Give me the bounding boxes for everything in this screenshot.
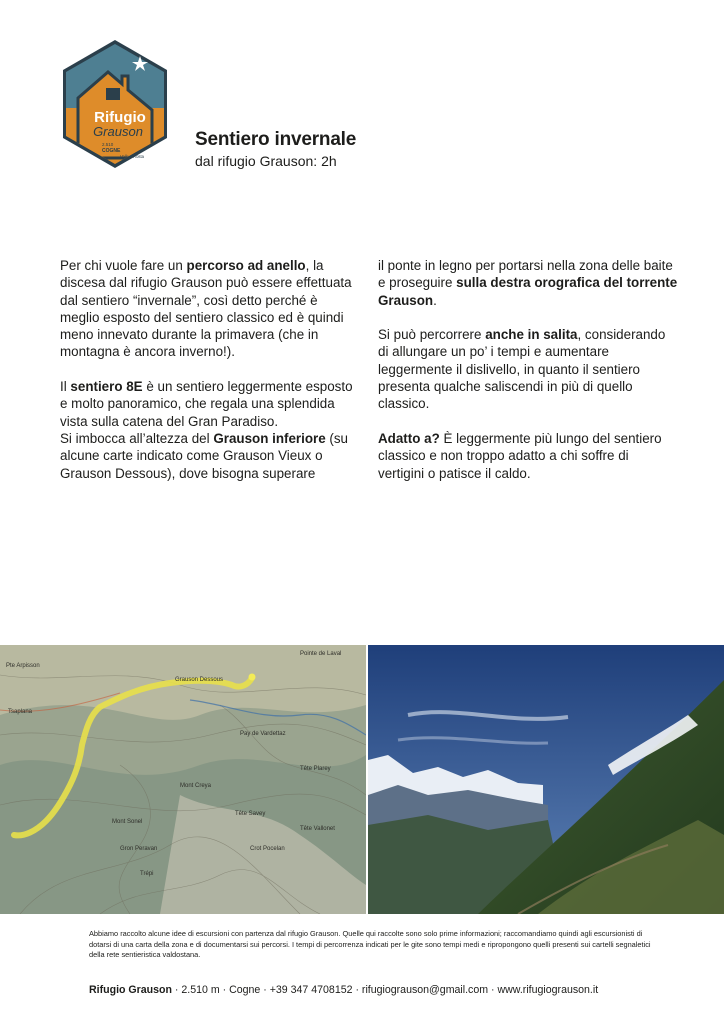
paragraph-intro: Per chi vuole fare un percorso ad anello, la discesa dal rifugio Grauson può essere effettuata dal sentiero “invernale”, così detto perché è meglio esposto del sentiero classico ed è quindi meno innevato durante la primavera (che in montagna è ancora inverno!).: [60, 258, 352, 360]
paragraph-imbocco: Si imbocca all’altezza del Grauson inferiore (su alcune carte indicato come Grauson Vieux o Grauson Dessous), dove bisogna superare: [60, 430, 349, 481]
svg-text:Mont Creya: Mont Creya: [180, 783, 212, 789]
svg-text:COGNE: COGNE: [102, 148, 121, 154]
svg-text:Tête Savey: Tête Savey: [235, 811, 266, 817]
footer-details: · 2.510 m · Cogne · +39 347 4708152 · rifugiograuson@gmail.com · www.rifugiograuson.it: [171, 984, 599, 996]
svg-text:Gron Peravan: Gron Peravan: [120, 846, 158, 852]
disclaimer-text: Abbiamo raccolto alcune idee di escursioni con partenza dal rifugio Grauson. Quelle qui raccolte sono solo prime informazioni; raccomandiamo quindi agli escursionisti di dotarsi di una carta della zona e di documentarsi sui percorsi. I tempi di percorrenza indicati per le gite sono tempi medi e ripropongono quelli presenti sui cartelli segnaletici della rete sentieristica valdostana.: [89, 929, 651, 960]
svg-text:Pay de Vardettaz: Pay de Vardettaz: [240, 731, 286, 737]
svg-text:Trépi: Trépi: [140, 871, 154, 877]
mountain-trail-photo: [368, 645, 724, 914]
footer-name: Rifugio Grauson: [89, 984, 172, 996]
text-column-right: [378, 257, 678, 482]
svg-text:Tête Plarey: Tête Plarey: [300, 766, 331, 772]
svg-text:2.510: 2.510: [102, 142, 114, 147]
rifugio-grauson-logo: [60, 38, 170, 170]
svg-text:Grauson Dessous: Grauson Dessous: [175, 677, 224, 683]
paragraph-ponte: il ponte in legno per portarsi nella zona delle baite e proseguire sulla destra orografica del torrente Grauson.: [378, 258, 678, 308]
svg-text:Mont Sonel: Mont Sonel: [112, 819, 143, 825]
images-strip: [0, 645, 724, 914]
text-column-left: [60, 257, 360, 482]
svg-text:Grauson: Grauson: [93, 124, 143, 139]
svg-text:Crot Pocelan: Crot Pocelan: [250, 846, 285, 852]
footer-contacts: [89, 983, 598, 997]
paragraph-salita: Si può percorrere anche in salita, considerando di allungare un po’ i tempi e aumentare leggermente il dislivello, in quanto il sentiero presenta qualche saliscendi in più di quello classico.: [378, 327, 666, 412]
svg-text:Tsaplana: Tsaplana: [8, 709, 33, 715]
svg-text:Pointe de Laval: Pointe de Laval: [300, 651, 342, 657]
topographic-map-image: [0, 645, 366, 914]
page-subtitle: dal rifugio Grauson: 2h: [195, 153, 337, 169]
paragraph-sentiero: Il sentiero 8E è un sentiero leggermente esposto e molto panoramico, che regala una splendida vista sulla catena del Gran Paradiso.: [60, 379, 353, 429]
svg-text:Pte Arpisson: Pte Arpisson: [6, 663, 40, 669]
svg-text:Tête Vallonet: Tête Vallonet: [300, 826, 335, 832]
paragraph-adatto: Adatto a? È leggermente più lungo del sentiero classico e non troppo adatto a chi soffre di vertigini o patisce il caldo.: [378, 430, 662, 481]
page-title: Sentiero invernale: [195, 129, 357, 150]
svg-text:Valle d'Aosta: Valle d'Aosta: [120, 154, 145, 159]
svg-text:Rifugio: Rifugio: [94, 109, 146, 126]
title-block: [195, 128, 356, 170]
